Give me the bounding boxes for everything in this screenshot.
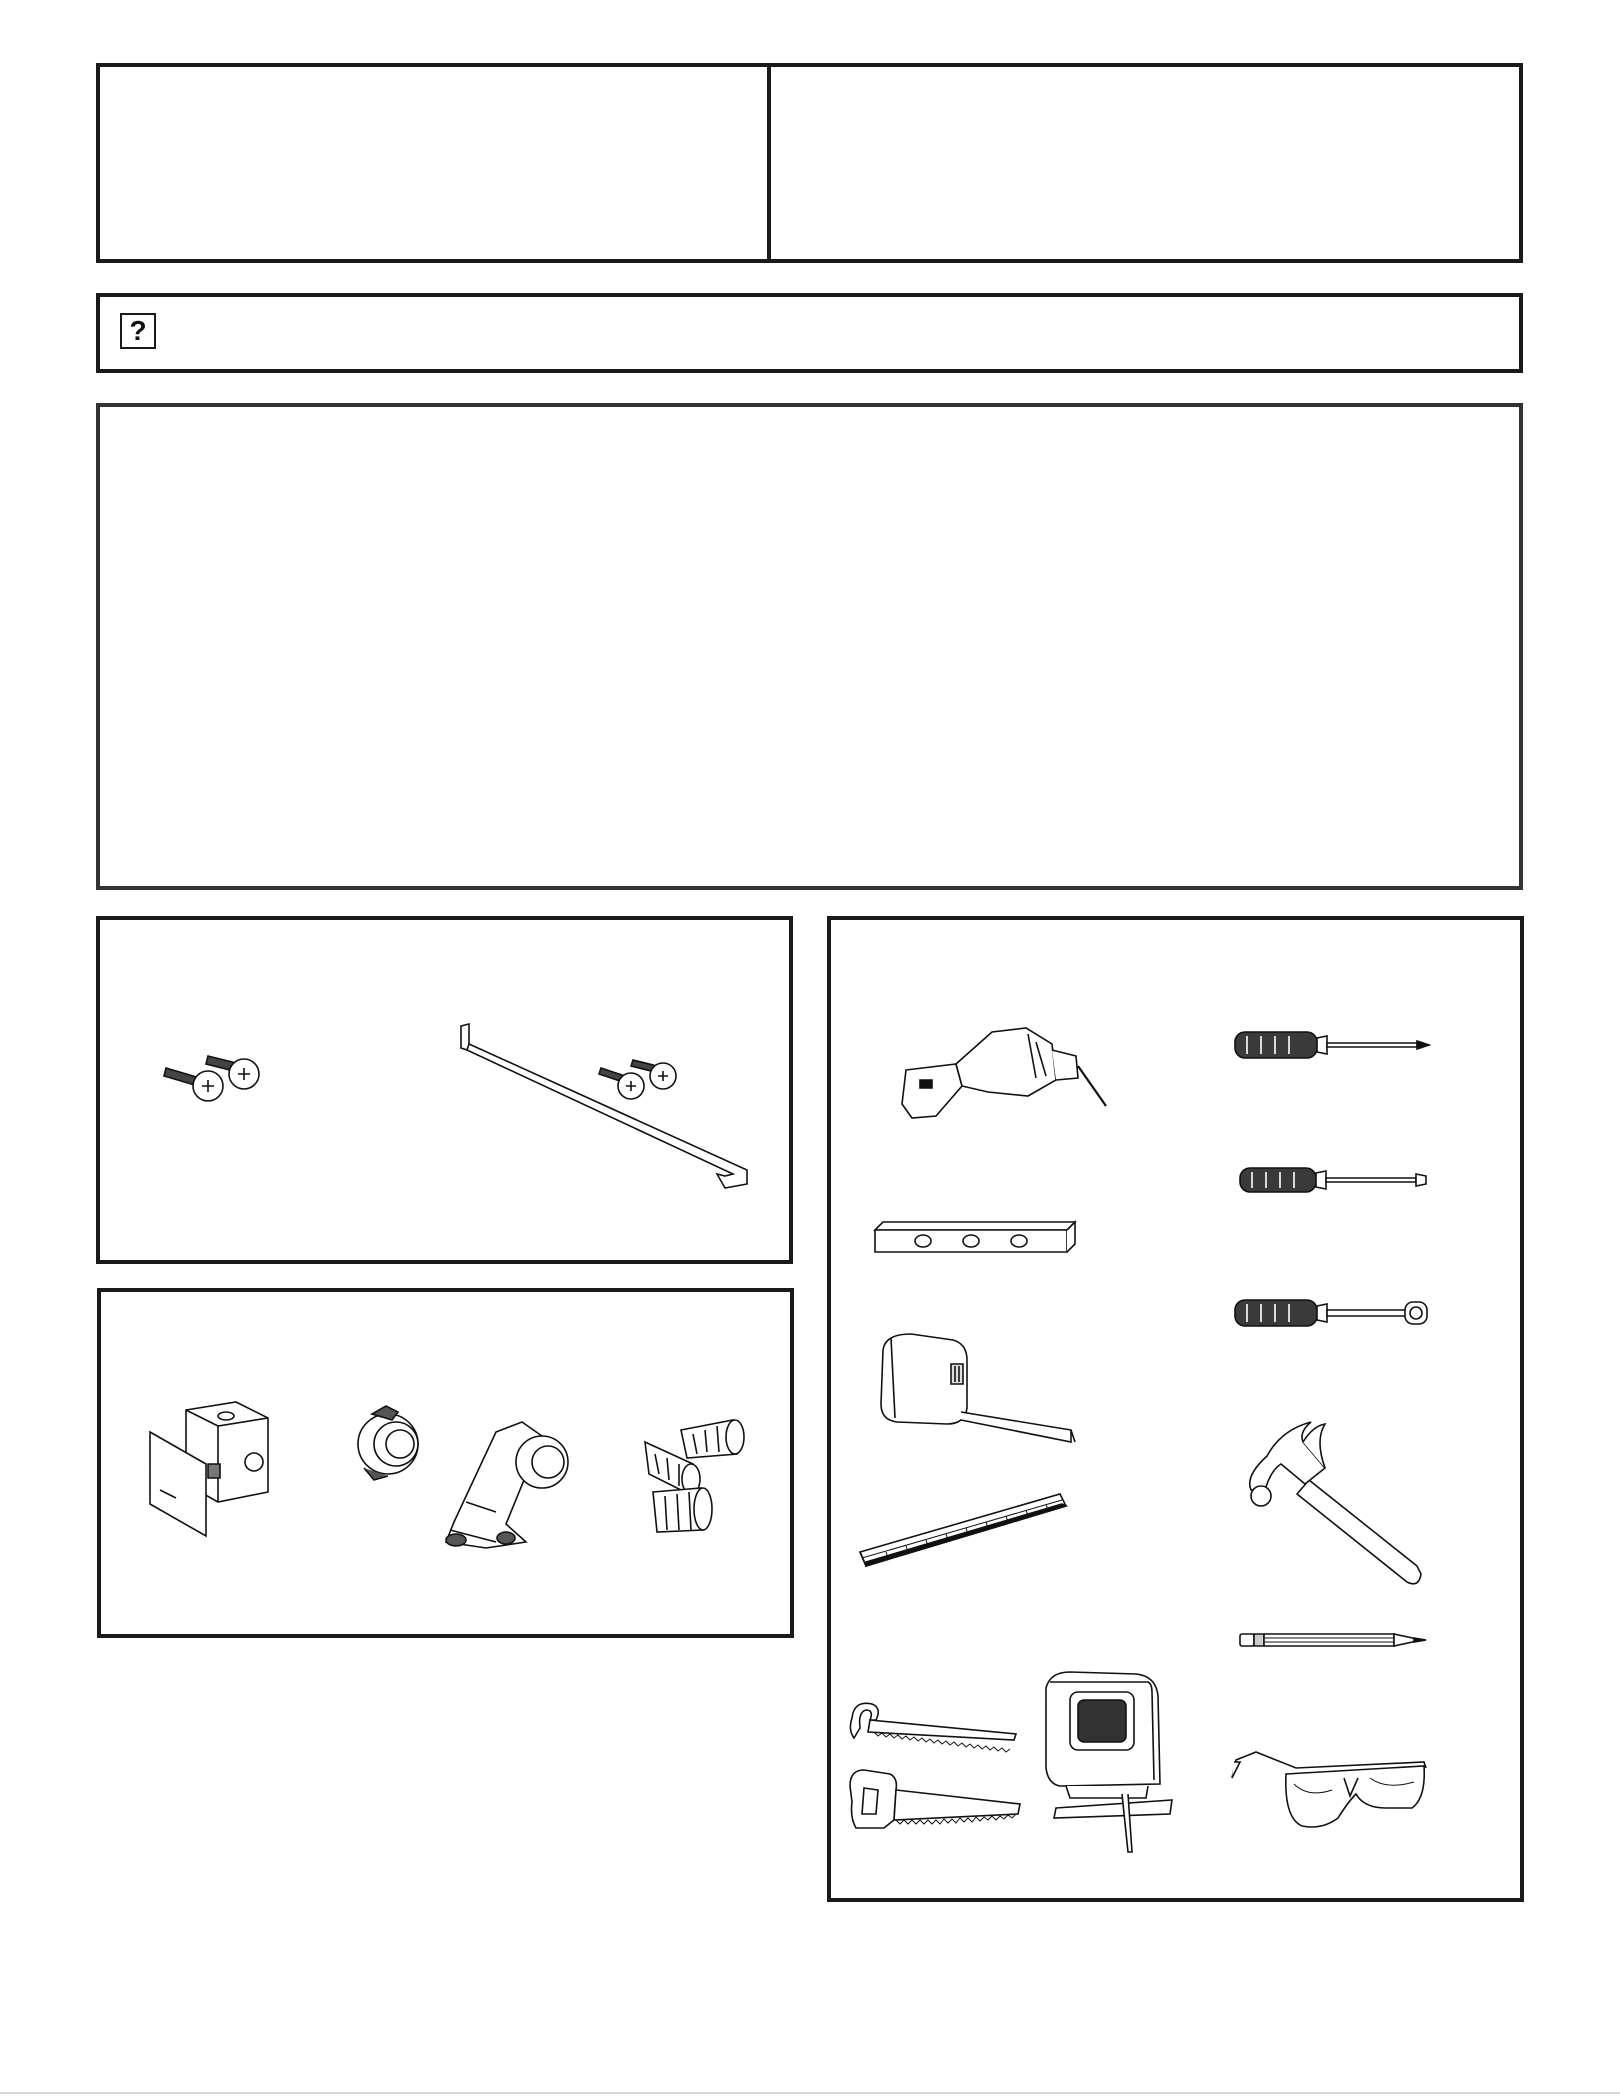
parts-included-panel <box>96 916 793 1264</box>
main-content-panel <box>96 403 1523 890</box>
saws-icon <box>846 1698 1026 1838</box>
mounting-screws-icon <box>160 1040 300 1120</box>
flat-screwdriver-icon <box>1236 1160 1431 1198</box>
tools-needed-panel <box>827 916 1524 1902</box>
header-divider <box>767 67 771 259</box>
tape-measure-icon <box>871 1330 1081 1445</box>
safety-glasses-icon <box>1226 1738 1431 1838</box>
ruler-icon <box>856 1490 1071 1575</box>
phillips-screwdriver-icon <box>1231 1024 1431 1064</box>
power-drill-icon <box>896 1020 1106 1145</box>
header-box <box>96 63 1523 263</box>
bracket-with-screws-icon <box>455 1020 755 1190</box>
nut-driver-icon <box>1231 1292 1431 1334</box>
hammer-icon <box>1241 1420 1426 1590</box>
jigsaw-icon <box>1036 1668 1176 1853</box>
junction-box-icon <box>146 1402 276 1537</box>
wire-nuts-icon <box>641 1412 751 1537</box>
conduit-connectors-icon <box>346 1392 576 1552</box>
level-icon <box>871 1218 1081 1258</box>
help-bar <box>96 293 1523 373</box>
electrical-kit-panel <box>97 1288 794 1638</box>
pencil-icon <box>1236 1628 1431 1652</box>
question-mark-icon: ? <box>120 313 156 349</box>
footer-rule <box>0 2092 1620 2094</box>
